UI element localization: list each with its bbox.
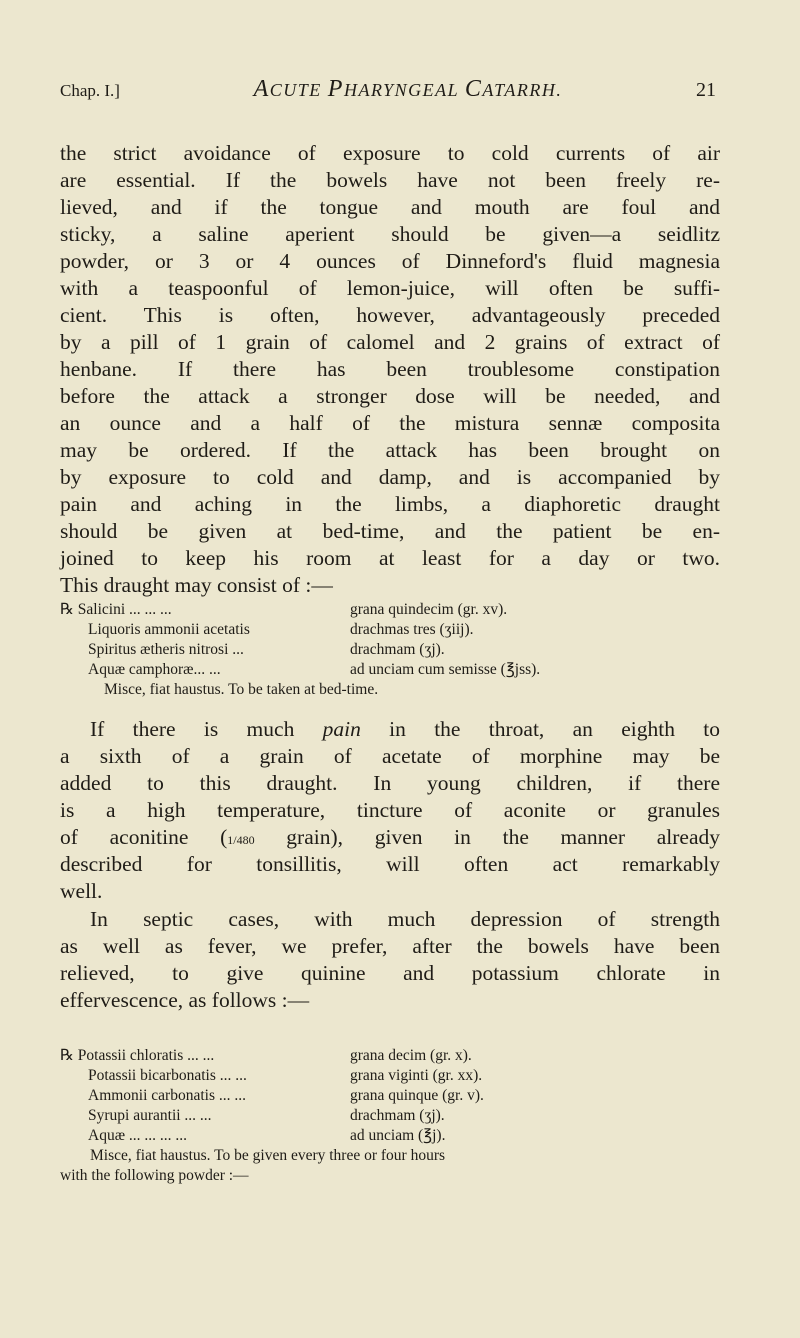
text-line: described for tonsillitis, will often act remarkably xyxy=(60,852,720,876)
text-line: an ounce and a half of the mistura sennæ composita xyxy=(60,411,720,435)
text-line: before the attack a stronger dose will be needed, and xyxy=(60,384,720,408)
text-line: as well as fever, we prefer, after the bowels have been xyxy=(60,934,720,958)
prescription-footer: Misce, fiat haustus. To be given every three or four hours xyxy=(90,1147,446,1164)
text-line: are essential. If the bowels have not been freely re- xyxy=(60,168,720,192)
paragraph-1 xyxy=(60,140,720,599)
prescription-row: Ammonii carbonatis ... ... grana quinque (gr. v). xyxy=(88,1087,484,1104)
text-line: is a high temperature, tincture of aconite or granules xyxy=(60,798,720,822)
text-line: cient. This is often, however, advantageously preceded xyxy=(60,303,720,327)
text-line: pain and aching in the limbs, a diaphoretic draught xyxy=(60,492,720,516)
text-line: with a teaspoonful of lemon-juice, will often be suffi- xyxy=(60,276,720,300)
text-line: by exposure to cold and damp, and is accompanied by xyxy=(60,465,720,489)
prescription-footer: with the following powder :— xyxy=(60,1167,249,1184)
text-line: In septic cases, with much depression of strength xyxy=(90,907,720,931)
prescription-row: ℞ Salicini ... ... ... grana quindecim (gr. xv). xyxy=(60,601,508,618)
paragraph-3 xyxy=(60,906,720,1014)
paragraph-2 xyxy=(60,716,720,905)
emphasis-pain: pain xyxy=(322,717,361,741)
text-line: a sixth of a grain of acetate of morphine may be xyxy=(60,744,720,768)
text-line: should be given at bed-time, and the patient be en- xyxy=(60,519,720,543)
prescription-row: Liquoris ammonii acetatis drachmas tres (ʒiij). xyxy=(88,621,474,638)
text-line: henbane. If there has been troublesome constipation xyxy=(60,357,720,381)
running-header xyxy=(60,76,716,116)
fraction: 1/480 xyxy=(227,833,255,847)
text-line: by a pill of 1 grain of calomel and 2 grains of extract of xyxy=(60,330,720,354)
text-line: lieved, and if the tongue and mouth are foul and xyxy=(60,195,720,219)
text-line: joined to keep his room at least for a day or two. xyxy=(60,546,720,570)
running-title: ACUTE PHARYNGEAL CATARRH. xyxy=(253,76,563,102)
prescription-1 xyxy=(60,600,720,700)
text-line: well. xyxy=(60,879,103,903)
prescription-footer: Misce, fiat haustus. To be taken at bed-time. xyxy=(104,681,379,698)
text-line: added to this draught. In young children, if there xyxy=(60,771,720,795)
prescription-row: Spiritus ætheris nitrosi ... drachmam (ʒj). xyxy=(88,641,445,658)
text-line: This draught may consist of :— xyxy=(60,573,333,597)
prescription-row: Aquæ ... ... ... ... ad unciam (℥j). xyxy=(88,1127,446,1144)
text-line: powder, or 3 or 4 ounces of Dinneford's fluid magnesia xyxy=(60,249,720,273)
text-line: relieved, to give quinine and potassium chlorate in xyxy=(60,961,720,985)
text-line: of aconitine (1/480 grain), given in the manner already xyxy=(60,825,720,849)
prescription-row: ℞ Potassii chloratis ... ... grana decim (gr. x). xyxy=(60,1047,472,1064)
text-line: sticky, a saline aperient should be given—a seidlitz xyxy=(60,222,720,246)
text-line: the strict avoidance of exposure to cold currents of air xyxy=(60,141,720,165)
prescription-row: Aquæ camphoræ... ... ad unciam cum semisse (℥jss). xyxy=(88,661,541,678)
prescription-row: Syrupi aurantii ... ... drachmam (ʒj). xyxy=(88,1107,445,1124)
chapter-label: Chap. I.] xyxy=(60,81,120,100)
prescription-row: Potassii bicarbonatis ... ... grana viginti (gr. xx). xyxy=(88,1067,483,1084)
page-number: 21 xyxy=(695,79,716,101)
text-line: may be ordered. If the attack has been brought on xyxy=(60,438,720,462)
text-line: If there is much pain in the throat, an eighth to xyxy=(90,717,720,741)
prescription-2 xyxy=(60,1046,720,1186)
text-line: effervescence, as follows :— xyxy=(60,988,310,1012)
